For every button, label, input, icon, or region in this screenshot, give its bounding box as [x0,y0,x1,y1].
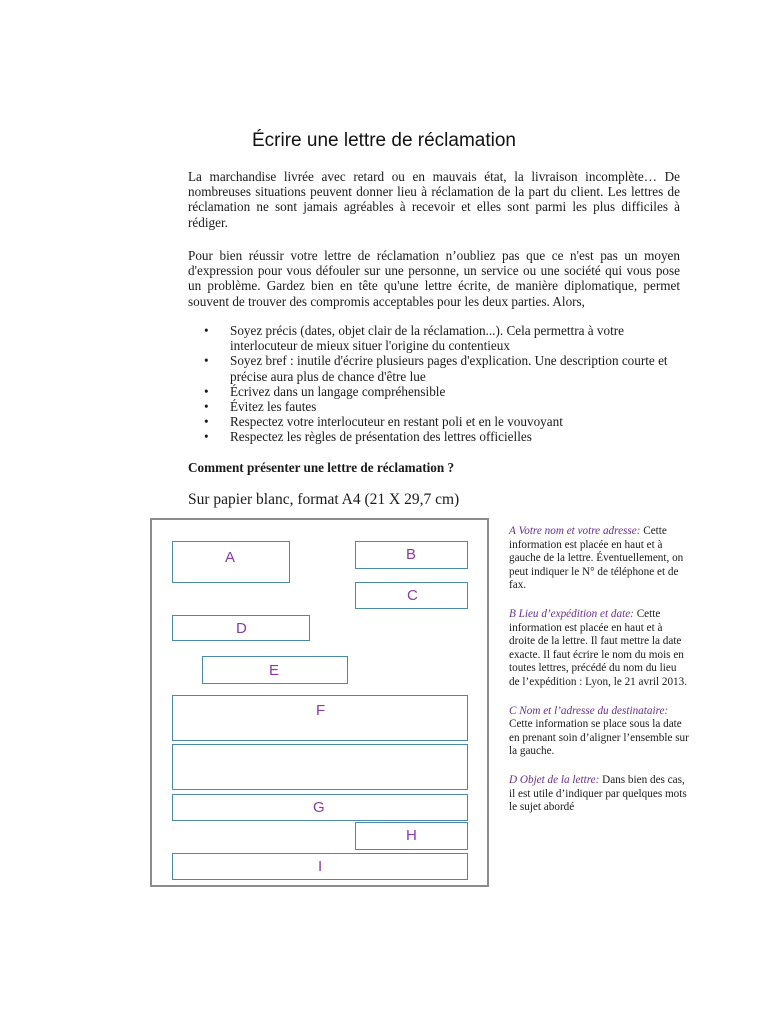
note-letter: B [509,607,516,620]
box-h [355,822,468,850]
note-label: Nom et l’adresse du destinataire: [519,704,669,717]
note-letter: A [509,525,516,537]
advice-paragraph: Pour bien réussir votre lettre de réclamation n’oubliez pas que ce n'est pas un moyen d'expression pour vous défouler sur une personne, un service ou une société qui vous pose un problème. Gardez bien en tête qu'une lettre écrite, de manière diplomatique, permet souvent de trouver des compromis acceptables pour les deux parties. Alors, [188,248,680,309]
page-title: Écrire une lettre de réclamation [251,130,516,151]
note-letter: C [509,704,517,717]
box-d-label: D [236,620,247,637]
tip-item: • Soyez précis (dates, objet clair de la réclamation...). Cela permettra à votre interlocuteur de mieux situer l'origine du contentieux [188,323,688,353]
box-c [355,582,468,609]
box-f-continued [172,744,468,790]
tip-item: • Respectez votre interlocuteur en restant poli et en le vouvoyant [188,414,688,429]
box-e-label: E [269,662,280,679]
box-a [172,541,290,583]
note-text: Cette information se place sous la date en prenant soin d’aligner l’ensemble sur la gauche. [509,718,689,758]
box-a-label: A [225,549,236,566]
note-a [509,525,689,593]
note-text: Dans bien des cas, il est utile d’indiquer par quelques mots le sujet abordé [509,773,687,814]
box-g-label: G [313,799,325,816]
note-c [509,705,689,759]
note-text: Cette information est placée en haut et à gauche de la lettre. Éventuellement, on peut indiquer le N° de téléphone et de fax. [509,525,684,592]
note-label: Votre nom et votre adresse: [518,525,641,537]
box-e [202,656,348,684]
tip-item: • Respectez les règles de présentation des lettres officielles [188,429,688,444]
tips-list [188,323,688,445]
note-d [509,774,689,815]
box-f [172,695,468,741]
box-f-label: F [316,702,326,719]
intro-paragraph: La marchandise livrée avec retard ou en mauvais état, la livraison incomplète… De nombreuses situations peuvent donner lieu à réclamation de la part du client. Les lettres de réclamation ne sont jamais agréables à recevoir et elles sont parmi les plus difficiles à rédiger. [188,169,680,230]
note-label: Objet de la lettre: [519,773,600,786]
box-b-label: B [406,546,417,563]
box-i [172,853,468,880]
how-heading: Comment présenter une lettre de réclamation ? [188,460,455,475]
box-g [172,794,468,821]
tip-item: • Évitez les fautes [188,399,688,414]
note-b [509,608,689,690]
box-h-label: H [406,827,417,844]
note-letter: D [509,773,518,786]
box-i-label: I [318,858,323,875]
tip-item: • Écrivez dans un langage compréhensible [188,384,688,399]
paper-format: Sur papier blanc, format A4 (21 X 29,7 cm) [188,491,460,508]
diagram-notes [509,525,689,830]
box-c-label: C [407,587,418,604]
box-b [355,541,468,569]
letter-layout-diagram [150,518,489,887]
tip-item: • Soyez bref : inutile d'écrire plusieurs pages d'explication. Une description courte et précise aura plus de chance d'être lue [188,353,688,383]
note-text: Cette information est placée en haut et à droite de la lettre. Il faut mettre la date exacte. Il faut écrire le nom du mois en toutes lettres, précédé du nom du lieu de l’expédition : Lyon, le 21 avril 2013. [509,607,688,688]
note-label: Lieu d’expédition et date: [518,607,634,620]
box-d [172,615,310,641]
